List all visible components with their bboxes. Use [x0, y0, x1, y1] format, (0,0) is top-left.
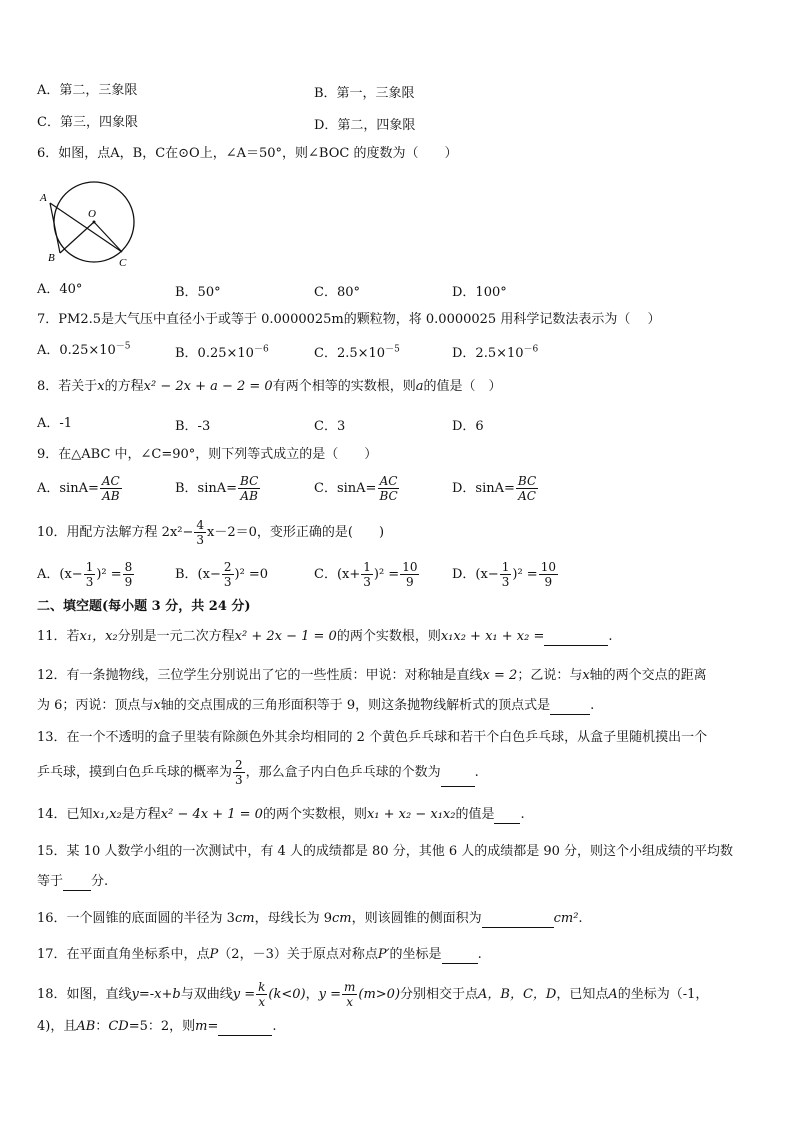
q6-option-b: B．50° [175, 285, 221, 300]
q12-answer-blank[interactable] [550, 700, 590, 715]
q10-option-b: B．(x− $\frac{2}{3}$ )² =0 [175, 560, 269, 589]
q10-stem: 10．用配方法解方程 2x²− $\frac{4}{3}$ x－2＝0，变形正确的是( ) [37, 518, 385, 547]
q7-option-c: C．$2.5\times 10^{-5}$ [314, 344, 400, 361]
q12-line2: 为 6；丙说：顶点与x轴的交点围成的三角形面积等于 9，则这条抛物线解析式的顶点式是 . [37, 698, 595, 713]
q13-line1: 13．在一个不透明的盒子里装有除颜色外其余均相同的 2 个黄色乒乓球和若干个白色乒乓球，从盒子里随机摸出一个 [37, 730, 708, 745]
q8-option-c: C．3 [314, 419, 346, 434]
radius-oc [94, 222, 122, 252]
q16: 16．一个圆锥的底面圆的半径为 3cm，母线长为 9cm，则该圆锥的侧面积为 cm². [37, 911, 583, 926]
q5-option-b: B．第一，三象限 [314, 86, 415, 101]
q6-option-c: C．80° [314, 285, 360, 300]
q9-stem: 9．在△ABC 中，∠C=90°，则下列等式成立的是（ ） [37, 447, 378, 462]
q8-stem: 8．若关于x的方程x² − 2x + a − 2 = 0有两个相等的实数根，则a的值是（ ） [37, 379, 502, 394]
q17-answer-blank[interactable] [442, 949, 478, 964]
q13-line2: 乒乓球，摸到白色乒乓球的概率为 $\frac{2}{3}$ ，那么盒子内白色乒乓球的个数为 . [37, 758, 479, 787]
q8-option-a: A．-1 [37, 416, 73, 431]
q11: 11．若x₁，x₂分别是一元二次方程x² + 2x − 1 = 0的两个实数根，则x₁x₂ + x₁ + x₂ = . [37, 629, 613, 644]
q5-option-a: A．第二，三象限 [37, 83, 138, 98]
label-b: B [48, 252, 55, 264]
q8-option-d: D．6 [452, 419, 484, 434]
q9-option-a: A．sinA= $\frac{AC}{AB}$ [37, 474, 120, 503]
q6-option-d: D．100° [452, 285, 507, 300]
q18-answer-blank[interactable] [218, 1021, 272, 1036]
q14-answer-blank[interactable] [494, 809, 520, 824]
q13-answer-blank[interactable] [441, 772, 475, 787]
q17: 17．在平面直角坐标系中，点P（2，－3）关于原点对称点P′的坐标是 . [37, 947, 482, 962]
section-heading: 二、填空题(每小题 3 分，共 24 分) [37, 599, 251, 614]
center-o-point [93, 221, 96, 224]
q7-option-d: D．$2.5\times 10^{-6}$ [452, 344, 539, 361]
q9-option-d: D．sinA= $\frac{BC}{AC}$ [452, 474, 537, 503]
q15-answer-blank[interactable] [63, 876, 91, 891]
q10-option-d: D．(x− $\frac{1}{3}$ )² = $\frac{10}{9}$ [452, 560, 556, 589]
q6-option-a: A．40° [37, 282, 83, 297]
q9-option-c: C．sinA= $\frac{AC}{BC}$ [314, 474, 398, 503]
q7-stem: 7．PM2.5是大气压中直径小于或等于 0.0000025m的颗粒物，将 0.0000025 用科学记数法表示为（ ） [37, 312, 661, 327]
circle-figure [38, 175, 138, 271]
q10-option-c: C．(x+ $\frac{1}{3}$ )² = $\frac{10}{9}$ [314, 560, 418, 589]
label-a: A [40, 192, 47, 204]
q15-line1: 15．某 10 人数学小组的一次测试中，有 4 人的成绩都是 80 分，其他 6 人的成绩都是 90 分，则这个小组成绩的平均数 [37, 844, 734, 859]
q11-answer-blank[interactable] [544, 631, 608, 646]
label-o: O [88, 208, 96, 220]
q7-option-b: B．$0.25\times 10^{-6}$ [175, 344, 269, 361]
radius-ob [60, 222, 94, 253]
q9-option-b: B．sinA= $\frac{BC}{AB}$ [175, 474, 259, 503]
q5-option-d: D．第二，四象限 [314, 118, 416, 133]
q16-answer-blank[interactable] [482, 913, 554, 928]
q6-stem: 6．如图，点A，B，C在⊙O上，∠A＝50°，则∠BOC 的度数为（ ） [37, 146, 458, 161]
q10-option-a: A．(x− $\frac{1}{3}$ )² = $\frac{8}{9}$ [37, 560, 133, 589]
q18-line2: 4)，且AB：CD=5：2，则m= . [37, 1019, 277, 1034]
label-c: C [119, 257, 127, 269]
q18-line1: 18．如图，直线y=-x+b与双曲线y = $\frac{k}{x}$ (k<0)，y = $\frac{m}{x}$ (m>0)分别相交于点A，B，C，D，已知点A的坐标为（-1， [37, 980, 709, 1009]
q5-option-c: C．第三，四象限 [37, 115, 138, 130]
chord-ab [50, 203, 60, 253]
q7-option-a: A．$0.25\times 10^{-5}$ [37, 341, 131, 358]
q15-line2: 等于 分. [37, 874, 109, 889]
q8-option-b: B．-3 [175, 419, 211, 434]
q14: 14．已知x₁,x₂是方程x² − 4x + 1 = 0的两个实数根，则x₁ + x₂ − x₁x₂的值是 . [37, 807, 525, 822]
q12-line1: 12．有一条抛物线，三位学生分别说出了它的一些性质：甲说：对称轴是直线x = 2；乙说：与x轴的两个交点的距离 [37, 668, 707, 683]
